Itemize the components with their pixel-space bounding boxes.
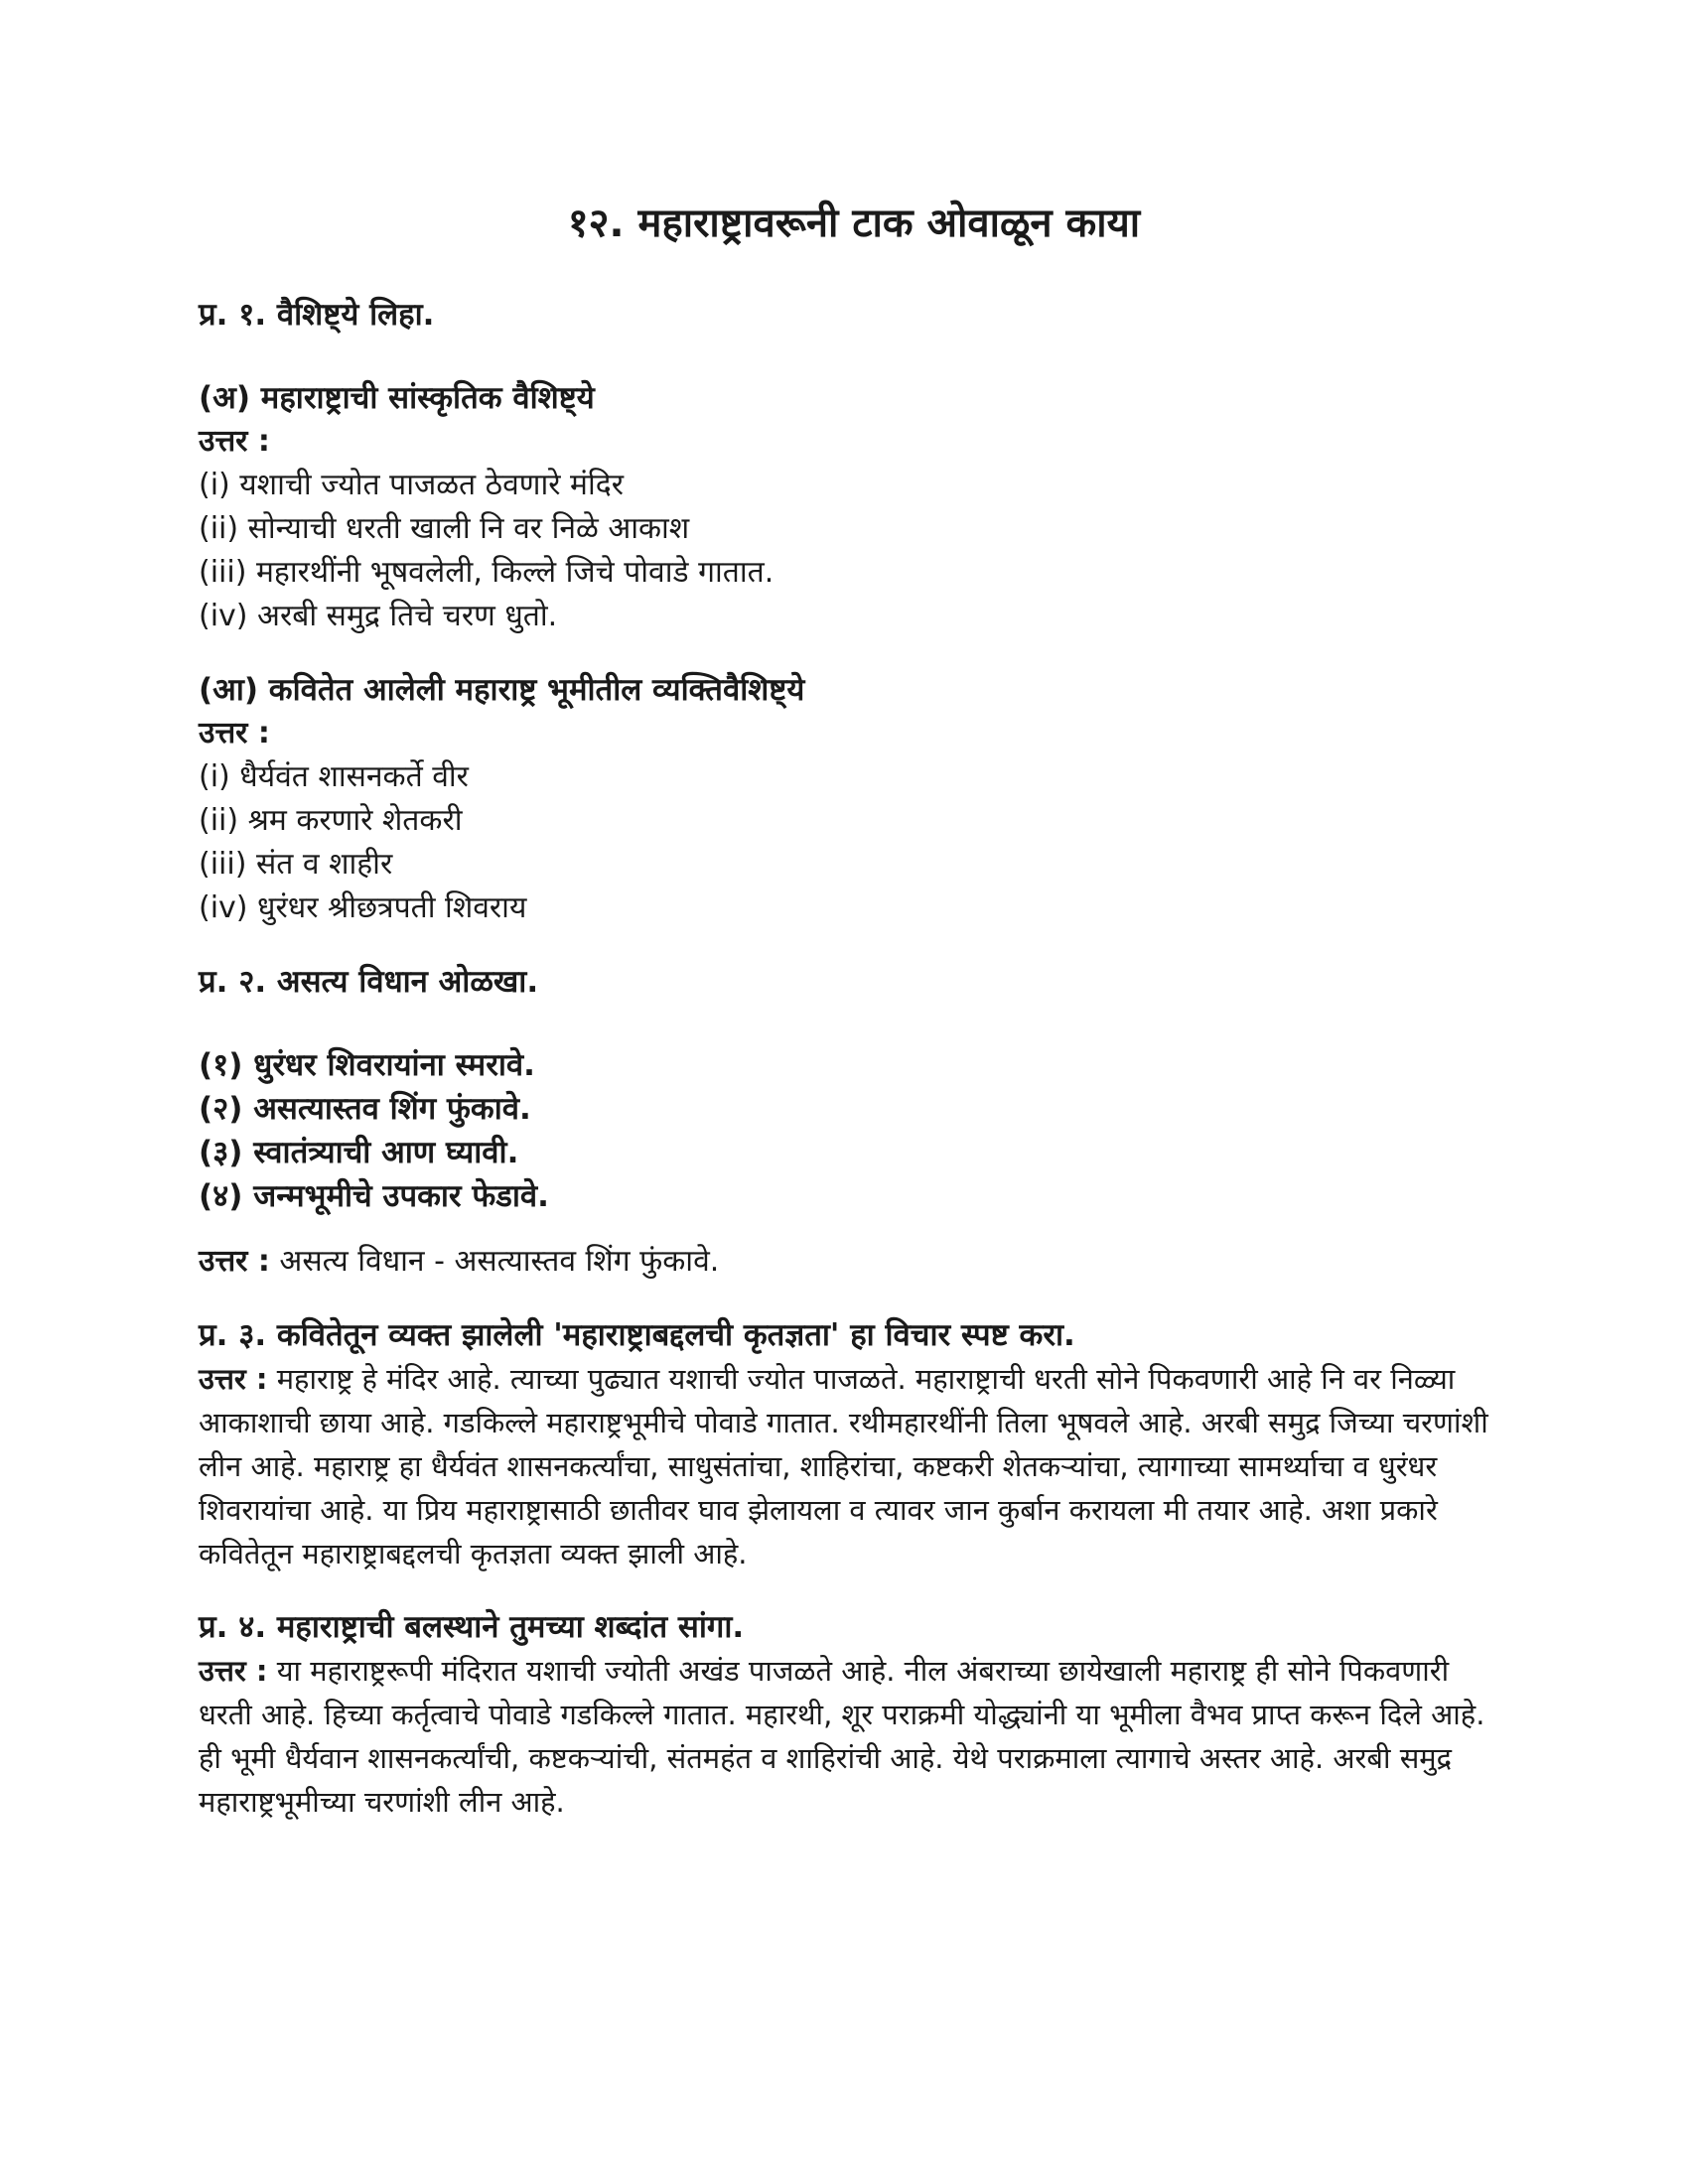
q2-answer <box>199 1240 1489 1284</box>
q1-aa-item-2: (ii) श्रम करणारे शेतकरी <box>199 803 463 838</box>
q1-part-aa-answer-label: उत्तर : <box>199 716 270 751</box>
document-page <box>199 194 1489 1824</box>
q3-answer <box>199 1357 1489 1575</box>
q1-part-a-heading: (अ) महाराष्ट्राची सांस्कृतिक वैशिष्ट्ये <box>199 380 595 416</box>
q2-statement-1: (१) धुरंधर शिवरायांना स्मरावे. <box>199 1047 535 1083</box>
q3-answer-label: उत्तर : <box>199 1362 268 1396</box>
q2-statement-2: (२) असत्यास्तव शिंग फुंकावे. <box>199 1091 531 1127</box>
q1-a-item-4: (iv) अरबी समुद्र तिचे चरण धुतो. <box>199 599 558 633</box>
question-3-heading: प्र. ३. कवितेतून व्यक्त झालेली 'महाराष्ट्राबद्दलची कृतज्ञता' हा विचार स्पष्ट करा. <box>199 1317 1075 1353</box>
q2-answer-text: असत्य विधान - असत्यास्तव शिंग फुंकावे. <box>269 1244 720 1279</box>
q1-aa-item-4: (iv) धुरंधर श्रीछत्रपती शिवराय <box>199 890 527 925</box>
q1-a-item-3: (iii) महारथींनी भूषवलेली, किल्ले जिचे पोवाडे गातात. <box>199 555 774 590</box>
q4-answer <box>199 1649 1489 1824</box>
question-4-heading: प्र. ४. महाराष्ट्राची बलस्थाने तुमच्या शब्दांत सांगा. <box>199 1609 745 1645</box>
q1-aa-item-3: (iii) संत व शाहीर <box>199 847 393 882</box>
q2-answer-label: उत्तर : <box>199 1244 270 1279</box>
q1-a-item-1: (i) यशाची ज्योत पाजळत ठेवणारे मंदिर <box>199 468 624 502</box>
q2-statement-3: (३) स्वातंत्र्याची आण घ्यावी. <box>199 1135 519 1170</box>
question-2-heading: प्र. २. असत्य विधान ओळखा. <box>199 964 539 1000</box>
q4-answer-text: या महाराष्ट्ररूपी मंदिरात यशाची ज्योती अखंड पाजळते आहे. नील अंबराच्या छायेखाली महाराष्ट्र ही सोने पिकवणारी धरती आहे. हिच्या कर्तृत्वाचे पोवाडे गडकिल्ले गातात. महारथी, शूर पराक्रमी योद्ध्यांनी या भूमीला वैभव प्राप्त करून दिले आहे. ही भूमी धैर्यवान शासनकर्त्यांची, कष्टकऱ्यांची, संतमहंत व शाहिरांची आहे. येथे पराक्रमाला त्यागाचे अस्तर आहे. अरबी समुद्र महाराष्ट्रभूमीच्या चरणांशी लीन आहे. <box>199 1654 1485 1819</box>
page-title: १२. महाराष्ट्रावरूनी टाक ओवाळून काया <box>567 201 1141 246</box>
q2-statement-4: (४) जन्मभूमीचे उपकार फेडावे. <box>199 1178 549 1214</box>
q1-part-aa-heading: (आ) कवितेत आलेली महाराष्ट्र भूमीतील व्यक्तिवैशिष्ट्ये <box>199 672 805 708</box>
q4-answer-label: उत्तर : <box>199 1654 268 1688</box>
q1-part-a-answer-label: उत्तर : <box>199 424 270 459</box>
question-1-heading: प्र. १. वैशिष्ट्ये लिहा. <box>199 297 435 333</box>
q1-a-item-2: (ii) सोन्याची धरती खाली नि वर निळे आकाश <box>199 511 690 546</box>
q3-answer-text: महाराष्ट्र हे मंदिर आहे. त्याच्या पुढ्यात यशाची ज्योत पाजळते. महाराष्ट्राची धरती सोने पिकवणारी आहे नि वर निळ्या आकाशाची छाया आहे. गडकिल्ले महाराष्ट्रभूमीचे पोवाडे गातात. रथीमहारथींनी तिला भूषवले आहे. अरबी समुद्र जिच्या चरणांशी लीन आहे. महाराष्ट्र हा धैर्यवंत शासनकर्त्यांचा, साधुसंतांचा, शाहिरांचा, कष्टकरी शेतकऱ्यांचा, त्यागाच्या सामर्थ्याचा व धुरंधर शिवरायांचा आहे. या प्रिय महाराष्ट्रासाठी छातीवर घाव झेलायला व त्यावर जान कुर्बान करायला मी तयार आहे. अशा प्रकारे कवितेतून महाराष्ट्राबद्दलची कृतज्ञता व्यक्त झाली आहे. <box>199 1362 1488 1570</box>
q1-aa-item-1: (i) धैर्यवंत शासनकर्ते वीर <box>199 759 469 794</box>
